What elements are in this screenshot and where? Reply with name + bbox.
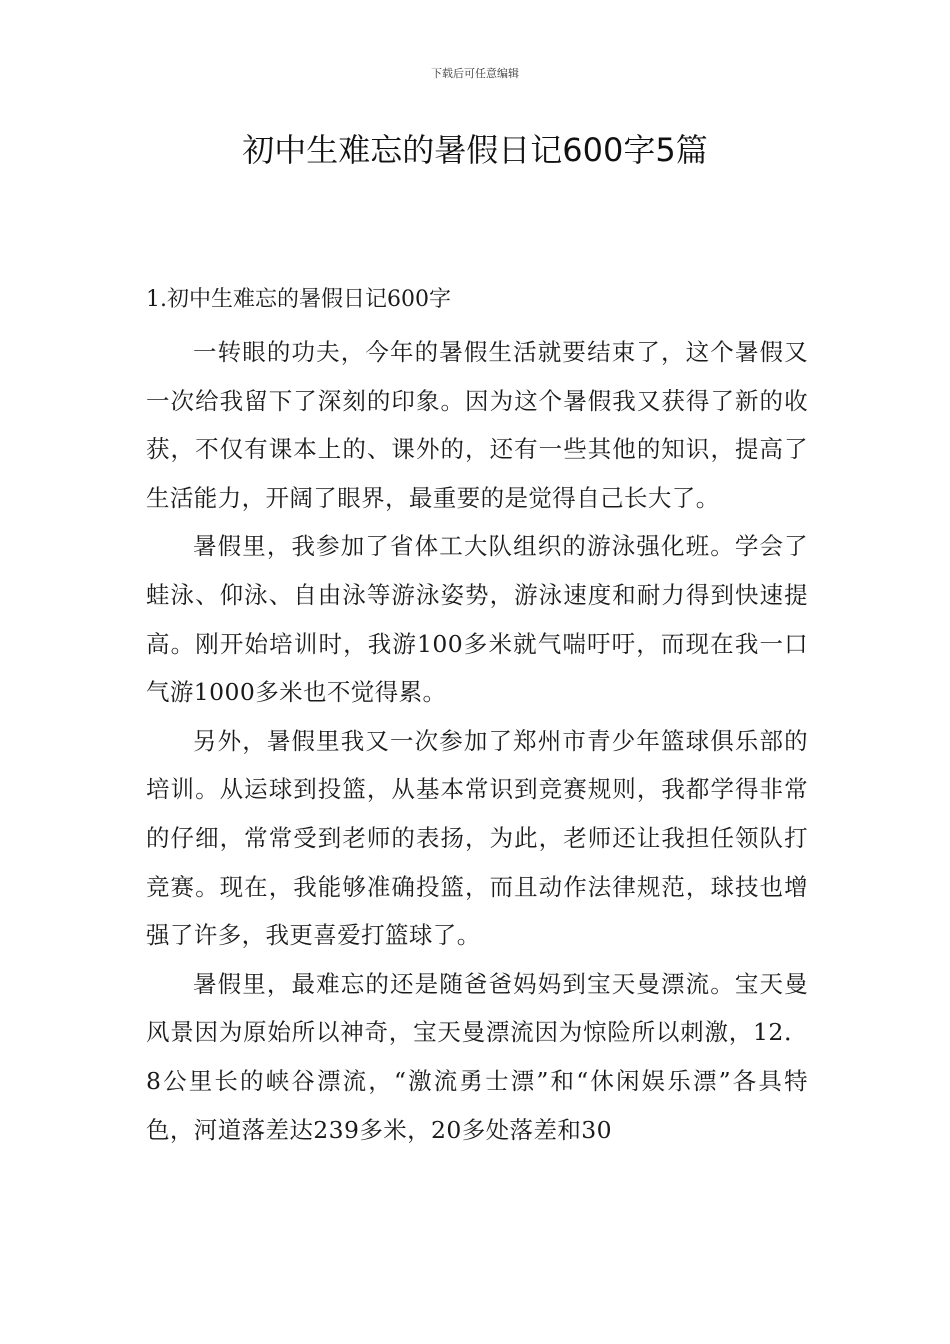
header-note: 下载后可任意编辑 <box>431 67 519 80</box>
document-title: 初中生难忘的暑假日记600字5篇 <box>242 131 708 169</box>
section-heading: 1.初中生难忘的暑假日记600字 <box>146 287 451 312</box>
paragraph-4: 暑假里，最难忘的还是随爸爸妈妈到宝天曼漂流。宝天曼风景因为原始所以神奇，宝天曼漂流因为惊险所以刺激，12．8公里长的峡谷漂流，“激流勇士漂”和“休闲娱乐漂”各具特色，河道落差达239多米，20多处落差和30 <box>146 969 808 1144</box>
paragraph-2: 暑假里，我参加了省体工大队组织的游泳强化班。学会了蛙泳、仰泳、自由泳等游泳姿势，游泳速度和耐力得到快速提高。刚开始培训时，我游100多米就气喘吁吁，而现在我一口气游1000多米也不觉得累。 <box>146 532 808 707</box>
paragraph-1: 一转眼的功夫，今年的暑假生活就要结束了，这个暑假又一次给我留下了深刻的印象。因为这个暑假我又获得了新的收获，不仅有课本上的、课外的，还有一些其他的知识，提高了生活能力，开阔了眼界，最重要的是觉得自己长大了。 <box>146 338 808 512</box>
paragraph-3: 另外，暑假里我又一次参加了郑州市青少年篮球俱乐部的培训。从运球到投篮，从基本常识到竞赛规则，我都学得非常的仔细，常常受到老师的表扬，为此，老师还让我担任领队打竞赛。现在，我能够准确投篮，而且动作法律规范，球技也增强了许多，我更喜爱打篮球了。 <box>146 726 808 950</box>
document-body <box>146 280 808 1154</box>
